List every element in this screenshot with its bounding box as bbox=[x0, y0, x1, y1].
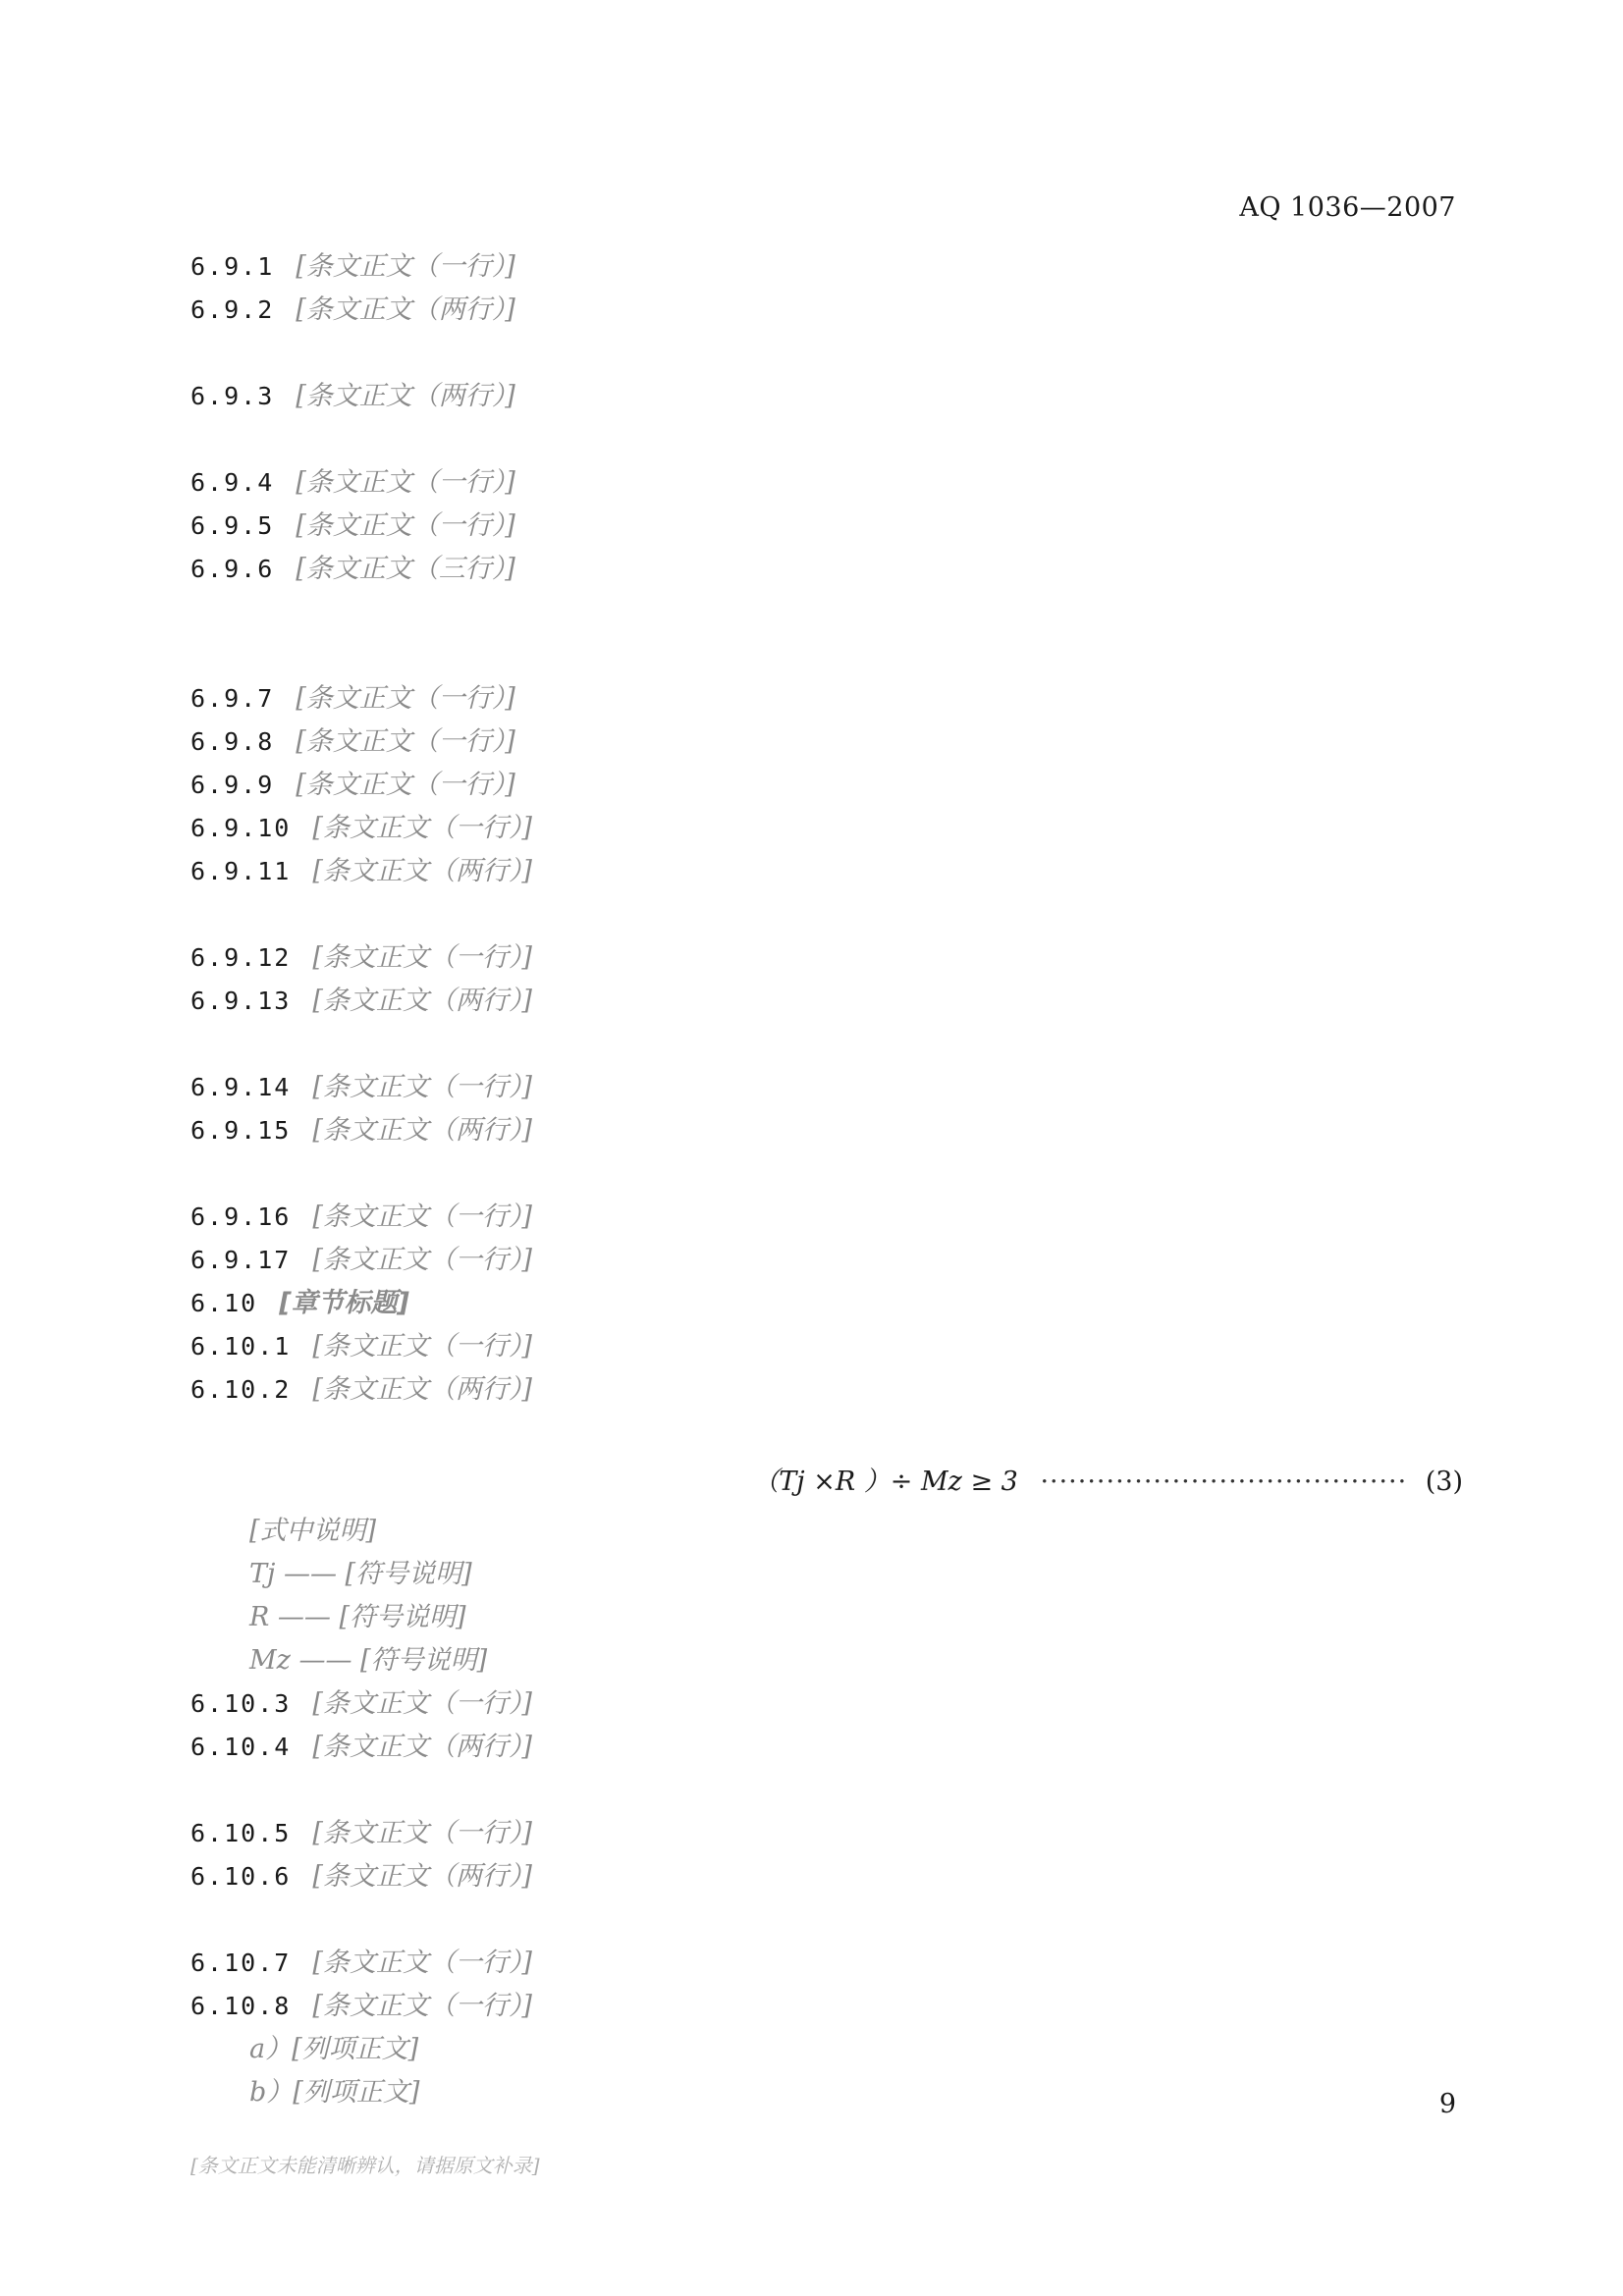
clause-6-9-13 bbox=[190, 980, 1463, 1023]
clause-text: [条文正文（一行）] bbox=[312, 1688, 532, 1719]
clause-6-9-11 bbox=[190, 850, 1463, 893]
clause-text: [条文正文（一行）] bbox=[312, 1072, 532, 1102]
page-number: 9 bbox=[1438, 2089, 1456, 2119]
clause-number: 6.9.17 bbox=[190, 1246, 292, 1274]
line-spacer bbox=[190, 332, 1463, 375]
clause-6-9-10 bbox=[190, 807, 1463, 850]
line-spacer bbox=[190, 634, 1463, 677]
formula-3 bbox=[190, 1461, 1463, 1504]
clause-text: [条文正文（一行）] bbox=[312, 1991, 532, 2021]
clause-number: 6.9.3 bbox=[190, 382, 275, 410]
clause-text: [条文正文（两行）] bbox=[312, 856, 532, 886]
clause-number: 6.9.1 bbox=[190, 252, 275, 281]
clause-number: 6.10.1 bbox=[190, 1332, 292, 1361]
clause-number: 6.9.16 bbox=[190, 1202, 292, 1231]
clause-text: [条文正文（一行）] bbox=[296, 726, 515, 757]
clause-6-9-12 bbox=[190, 936, 1463, 980]
line-spacer bbox=[190, 1023, 1463, 1066]
clause-number: 6.9.5 bbox=[190, 511, 275, 540]
clause-6-9-8 bbox=[190, 721, 1463, 764]
clause-number: 6.10.7 bbox=[190, 1949, 292, 1977]
clause-6-9-2 bbox=[190, 289, 1463, 332]
clause-number: 6.10.6 bbox=[190, 1862, 292, 1891]
clause-number: 6.9.14 bbox=[190, 1073, 292, 1101]
clause-number: 6.9.10 bbox=[190, 814, 292, 842]
line-spacer bbox=[190, 1898, 1463, 1942]
clause-text: [条文正文（一行）] bbox=[312, 813, 532, 843]
clause-text: [条文正文（一行）] bbox=[296, 510, 515, 541]
list-item-a: a）[列项正文] bbox=[249, 2034, 419, 2064]
line-spacer bbox=[190, 1152, 1463, 1196]
clause-text: [条文正文（两行）] bbox=[312, 986, 532, 1016]
clause-number: 6.10.5 bbox=[190, 1819, 292, 1847]
formula-leader-dots: ······································· bbox=[1040, 1467, 1408, 1497]
clause-6-9-3 bbox=[190, 375, 1463, 418]
clause-number: 6.9.12 bbox=[190, 943, 292, 972]
clause-number: 6.9.9 bbox=[190, 771, 275, 799]
clause-6-10-5 bbox=[190, 1812, 1463, 1855]
clause-6-10-3 bbox=[190, 1682, 1463, 1726]
clause-number: 6.9.13 bbox=[190, 987, 292, 1015]
symbol-r: R —— [符号说明] bbox=[249, 1602, 466, 1632]
standard-code: AQ 1036—2007 bbox=[1239, 192, 1456, 223]
line-spacer bbox=[190, 893, 1463, 936]
line-spacer bbox=[190, 1412, 1463, 1455]
line-spacer bbox=[190, 1769, 1463, 1812]
clause-6-10-2 bbox=[190, 1368, 1463, 1412]
transcription-note: [条文正文未能清晰辨认，请据原文补录] bbox=[190, 2154, 540, 2177]
clause-6-9-14 bbox=[190, 1066, 1463, 1109]
clause-6-10-7 bbox=[190, 1942, 1463, 1985]
clause-6-10-1 bbox=[190, 1325, 1463, 1368]
clause-number: 6.9.11 bbox=[190, 857, 292, 885]
clause-number: 6.9.15 bbox=[190, 1116, 292, 1145]
clause-number: 6.9.2 bbox=[190, 295, 275, 324]
clause-6-9-17 bbox=[190, 1239, 1463, 1282]
clause-6-9-5 bbox=[190, 505, 1463, 548]
clause-text: [条文正文（两行）] bbox=[296, 294, 515, 325]
clause-6-9-6 bbox=[190, 548, 1463, 591]
clause-number: 6.9.7 bbox=[190, 684, 275, 713]
equation-number: (3) bbox=[1425, 1467, 1463, 1497]
section-number: 6.10 bbox=[190, 1289, 258, 1317]
clause-6-9-16 bbox=[190, 1196, 1463, 1239]
clause-text: [条文正文（一行）] bbox=[312, 1818, 532, 1848]
clause-number: 6.10.8 bbox=[190, 1992, 292, 2020]
clause-6-9-4 bbox=[190, 461, 1463, 505]
clause-6-10-6 bbox=[190, 1855, 1463, 1898]
clause-number: 6.9.4 bbox=[190, 468, 275, 497]
symbol-mz: Mz —— [符号说明] bbox=[249, 1645, 488, 1676]
clause-6-9-1 bbox=[190, 245, 1463, 289]
clause-text: [条文正文（一行）] bbox=[312, 1201, 532, 1232]
clause-text: [条文正文（一行）] bbox=[296, 683, 515, 714]
clause-text: [条文正文（一行）] bbox=[312, 1331, 532, 1362]
formula-expression: （Tj ×R ）÷ Mz ≥ 3 bbox=[752, 1467, 1018, 1497]
clause-text: [条文正文（两行）] bbox=[312, 1374, 532, 1405]
symbols-intro: [式中说明] bbox=[249, 1516, 377, 1546]
clause-6-9-9 bbox=[190, 764, 1463, 807]
clause-text: [条文正文（一行）] bbox=[296, 770, 515, 800]
line-spacer bbox=[190, 591, 1463, 634]
line-spacer bbox=[190, 418, 1463, 461]
clause-text: [条文正文（两行）] bbox=[312, 1861, 532, 1892]
list-item-b: b）[列项正文] bbox=[249, 2077, 420, 2108]
clause-6-10-4 bbox=[190, 1726, 1463, 1769]
section-heading-6-10 bbox=[190, 1282, 1463, 1325]
clause-number: 6.10.4 bbox=[190, 1733, 292, 1761]
clause-number: 6.10.2 bbox=[190, 1375, 292, 1404]
clause-6-9-7 bbox=[190, 677, 1463, 721]
clause-6-9-15 bbox=[190, 1109, 1463, 1152]
clause-text: [条文正文（一行）] bbox=[312, 1245, 532, 1275]
clause-number: 6.10.3 bbox=[190, 1689, 292, 1718]
symbol-tj: Tj —— [符号说明] bbox=[249, 1559, 472, 1589]
section-title: [章节标题] bbox=[279, 1288, 409, 1318]
document-body bbox=[190, 245, 1463, 2187]
clause-text: [条文正文（两行）] bbox=[312, 1732, 532, 1762]
clause-6-10-8 bbox=[190, 1985, 1463, 2028]
clause-text: [条文正文（一行）] bbox=[312, 942, 532, 973]
clause-text: [条文正文（两行）] bbox=[296, 381, 515, 411]
clause-number: 6.9.8 bbox=[190, 727, 275, 756]
clause-text: [条文正文（一行）] bbox=[296, 251, 515, 282]
clause-text: [条文正文（一行）] bbox=[296, 467, 515, 498]
clause-text: [条文正文（一行）] bbox=[312, 1948, 532, 1978]
clause-number: 6.9.6 bbox=[190, 555, 275, 583]
clause-text: [条文正文（三行）] bbox=[296, 554, 515, 584]
clause-text: [条文正文（两行）] bbox=[312, 1115, 532, 1146]
